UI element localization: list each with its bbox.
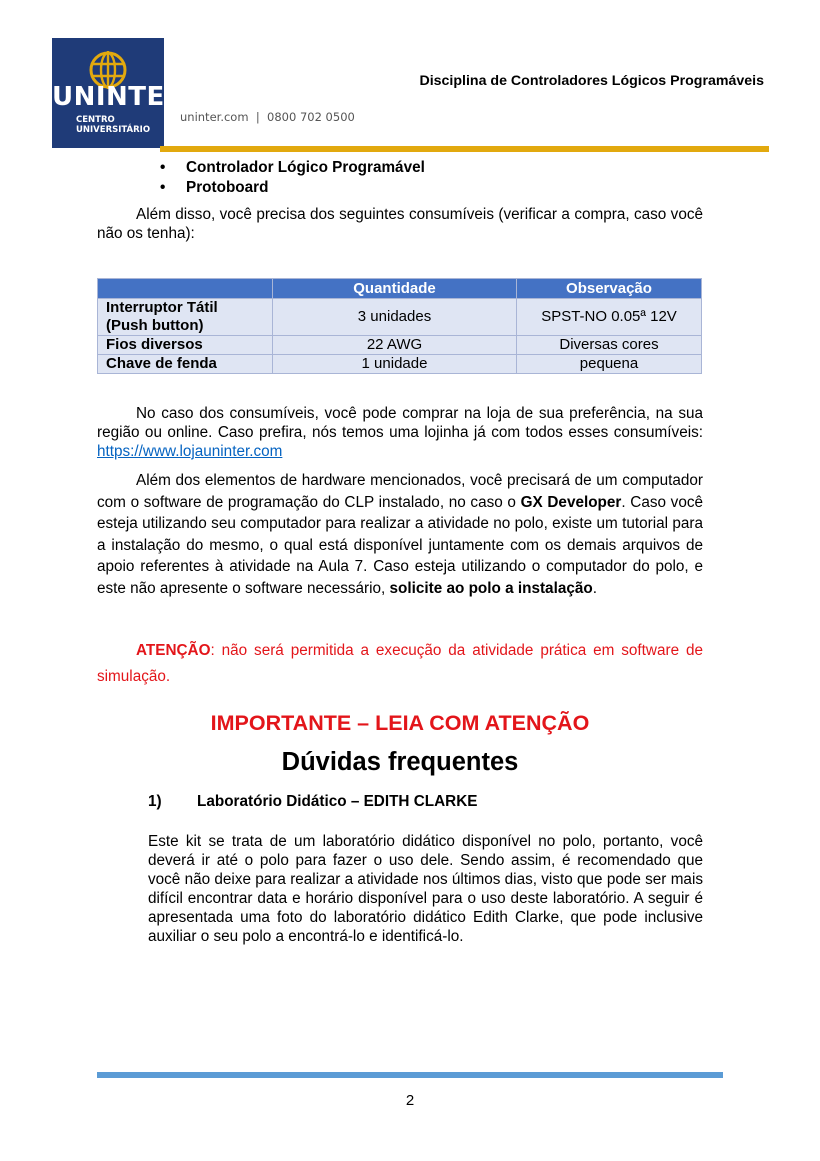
paragraph-text: . Caso você esteja utilizando seu computador para realizar a atividade no polo, existe um tutorial para a instalação do mesmo, o qual está disponível juntamente com os demais arquivos de apoio referentes à atividade na Aula 7. Caso esteja utilizando o computador do polo, e este não apresente o software necessário, (97, 493, 703, 597)
store-link[interactable]: https://www.lojauninter.com (97, 443, 283, 460)
table-header-cell: Quantidade (273, 279, 517, 299)
table-header-cell: Observação (517, 279, 702, 299)
faq-item-number: 1) (148, 793, 162, 810)
list-item: • Controlador Lógico Programável (160, 158, 425, 178)
table-row (98, 336, 702, 355)
table-row (98, 299, 702, 336)
table-cell-observation: pequena (517, 355, 702, 374)
software-name: GX Developer (520, 493, 622, 511)
paragraph-software (97, 470, 703, 600)
paragraph-text: Além disso, você precisa dos seguintes consumíveis (verificar a compra, caso você não os tenha): (97, 206, 703, 242)
table-cell-item: Chave de fenda (98, 355, 273, 374)
table-cell-item (98, 299, 273, 336)
table-cell-observation: Diversas cores (517, 336, 702, 355)
table-cell-quantity: 3 unidades (273, 299, 517, 336)
table-cell-quantity: 22 AWG (273, 336, 517, 355)
faq-item-title: Laboratório Didático – EDITH CLARKE (197, 793, 478, 810)
page-number: 2 (405, 1092, 415, 1109)
uninter-logo (52, 38, 186, 148)
attention-note (97, 638, 703, 690)
table-header-cell (98, 279, 273, 299)
table-cell-quantity: 1 unidade (273, 355, 517, 374)
consumables-table (97, 278, 702, 374)
table-row (98, 355, 702, 374)
paragraph-text: . (592, 579, 597, 597)
equipment-list (160, 158, 425, 198)
list-item: • Protoboard (160, 178, 425, 198)
attention-text: : não será permitida a execução da atividade prática em software de simulação. (97, 642, 703, 685)
paragraph-text: No caso dos consumíveis, você pode comprar na loja de sua preferência, na sua região ou online. Caso prefira, nós temos uma lojinha já com todos esses consumíveis: (97, 405, 703, 441)
logo-subtitle (76, 116, 150, 135)
table-cell-observation: SPST-NO 0.05ª 12V (517, 299, 702, 336)
discipline-title: Disciplina de Controladores Lógicos Programáveis (419, 73, 764, 89)
contact-info: uninter.com | 0800 702 0500 (180, 110, 355, 124)
paragraph-consumables-intro (97, 205, 703, 243)
header-rule (160, 146, 769, 152)
footer-rule (97, 1072, 723, 1078)
faq-item-heading (148, 793, 477, 811)
logo-sub-line2: UNIVERSITÁRIO (76, 124, 151, 135)
item-line: (Push button) (106, 317, 204, 334)
table-header-row (98, 279, 702, 299)
item-line: Interruptor Tátil (106, 299, 218, 316)
table-cell-item: Fios diversos (98, 336, 273, 355)
install-request: solicite ao polo a instalação (389, 579, 593, 597)
logo-sub-line1: CENTRO (76, 115, 115, 125)
logo-wordmark: UNINTER (52, 82, 186, 112)
attention-label: ATENÇÃO (136, 642, 211, 659)
paragraph-text: Além dos elementos de hardware mencionados, você precisará de um computador com o software de programação do CLP instalado, no caso o (97, 472, 703, 511)
paragraph-store (97, 404, 703, 461)
important-heading: IMPORTANTE – LEIA COM ATENÇÃO (210, 711, 590, 735)
faq-title: Dúvidas frequentes (281, 748, 519, 776)
paragraph-lab: Este kit se trata de um laboratório didático disponível no polo, portanto, você deverá ir até o polo para fazer o uso dele. Sendo assim, é recomendado que você não deixe para realizar a atividade nos últimos dias, visto que pode ser mais difícil encontrar data e horário disponível para o uso deste laboratório. A seguir é apresentada uma foto do laboratório didático Edith Clarke, que pode inclusive auxiliar o seu polo a encontrá-lo e identificá-lo. (148, 833, 703, 945)
